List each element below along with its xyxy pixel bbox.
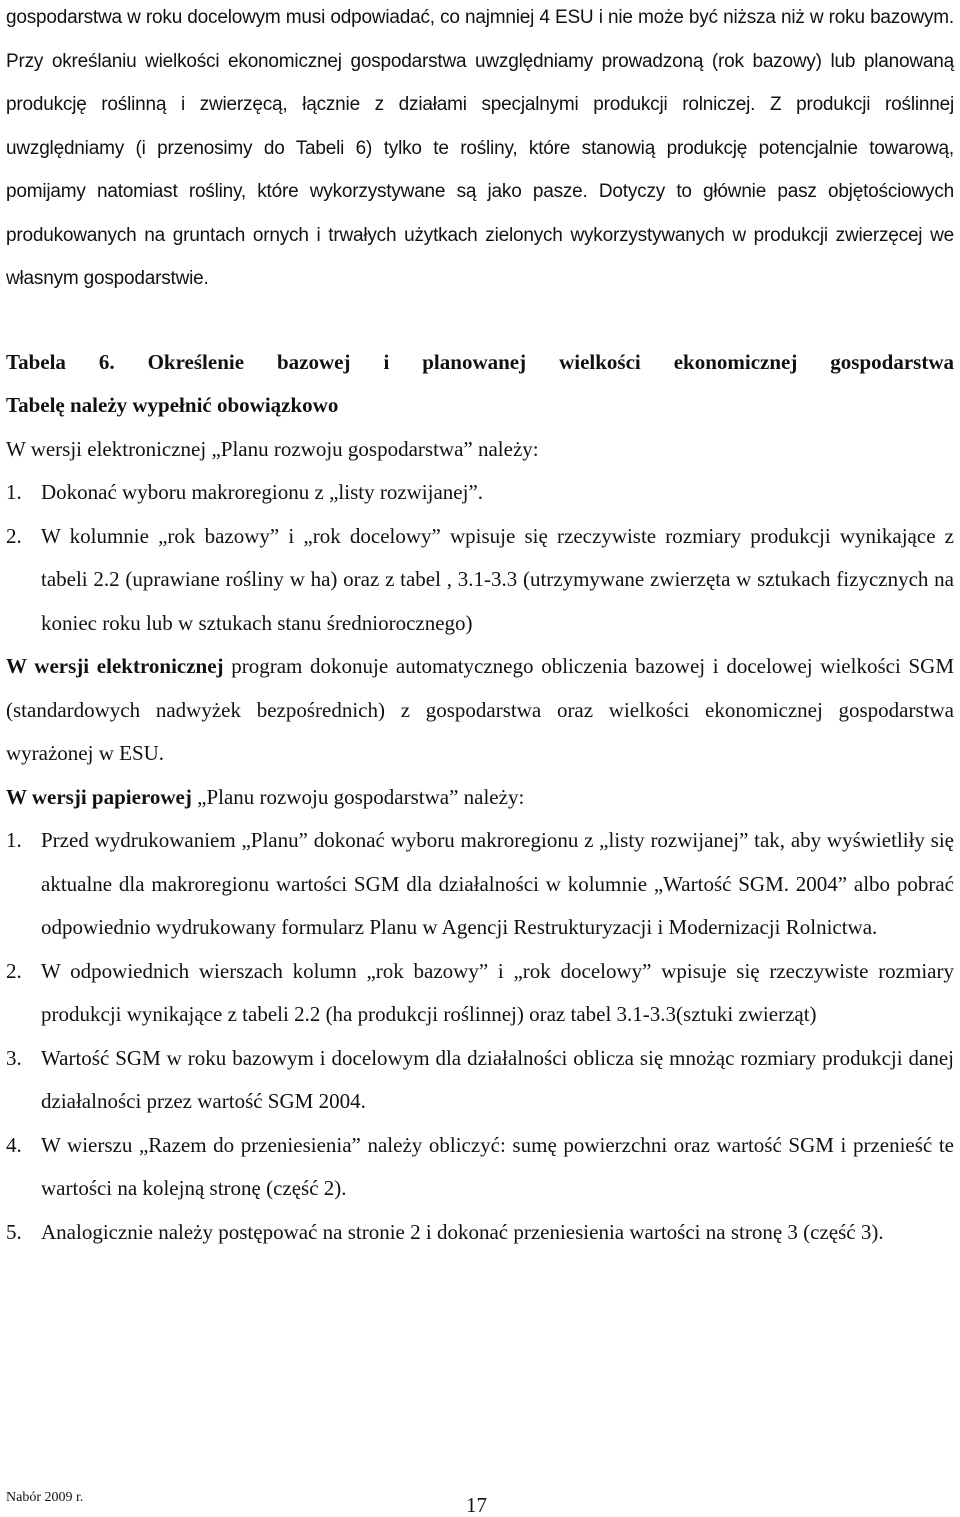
list-item-number: 4. bbox=[6, 1132, 22, 1157]
intro-paragraph bbox=[6, 0, 954, 301]
list-item-number: 2. bbox=[6, 523, 22, 548]
paper-version-intro bbox=[6, 776, 954, 820]
list-item-number: 2. bbox=[6, 958, 22, 983]
list-item-text: W kolumnie „rok bazowy” i „rok docelowy” wpisuje się rzeczywiste rozmiary produkcji wynikające z tabeli 2.2 (uprawiane rośliny w ha) oraz z tabel , 3.1-3.3 (utrzymywane zwierzęta w sztukach fizycznych na koniec roku lub w sztukach stanu średniorocznego) bbox=[41, 523, 954, 635]
table-heading: Tabela 6. Określenie bazowej i planowanej wielkości ekonomicznej gospodarstwa bbox=[6, 349, 954, 374]
list-item bbox=[6, 515, 954, 646]
list-item-number: 5. bbox=[6, 1219, 22, 1244]
list-item bbox=[6, 1211, 954, 1255]
footer-label: Nabór 2009 r. bbox=[6, 1490, 84, 1505]
electronic-version-text: program dokonuje automatycznego obliczenia bazowej i docelowej wielkości SGM (standardowych nadwyżek bezpośrednich) z gospodarstwa oraz wielkości ekonomicznej gospodarstwa wyrażonej w ESU. bbox=[6, 654, 954, 765]
list-item-number: 1. bbox=[6, 480, 22, 504]
electronic-version-paragraph bbox=[6, 645, 954, 776]
list-item-text: W wierszu „Razem do przeniesienia” należy obliczyć: sumę powierzchni oraz wartość SGM i przenieść te wartości na kolejną stronę (część 2). bbox=[41, 1132, 954, 1200]
intro-text-part-1: gospodarstwa w roku docelowym musi odpowiadać, co najmniej 4 ESU i nie może być niższa niż w roku bazowym. Przy określaniu wielkości ekonomicznej gospodarstwa uwzględniamy prowadzoną (rok bazowy) lub planowaną produkcję roślinną i zwierzęcą, łącznie z działami specjalnymi produkcji rolniczej. bbox=[6, 7, 954, 115]
paper-steps-list bbox=[6, 819, 954, 1254]
list-item-text: Dokonać wyboru makroregionu z „listy rozwijanej”. bbox=[41, 480, 484, 504]
list-item bbox=[6, 1124, 954, 1211]
list-item bbox=[6, 950, 954, 1037]
list-item bbox=[6, 1037, 954, 1124]
list-item-text: Przed wydrukowaniem „Planu” dokonać wyboru makroregionu z „listy rozwijanej” tak, aby wyświetliły się aktualne dla makroregionu wartości SGM dla działalności w kolumnie „Wartość SGM. 2004” albo pobrać odpowiednio wydrukowany formularz Planu w Agencji Restrukturyzacji i Modernizacji Rolnictwa. bbox=[41, 828, 954, 939]
document-page bbox=[6, 0, 954, 1254]
list-item-number: 1. bbox=[6, 828, 22, 852]
list-item-text: Wartość SGM w roku bazowym i docelowym dla działalności oblicza się mnożąc rozmiary produkcji danej działalności przez wartość SGM 2004. bbox=[41, 1045, 954, 1113]
page-number: 17 bbox=[466, 1493, 487, 1517]
electronic-version-label: W wersji elektronicznej bbox=[6, 654, 224, 678]
intro-text-part-2: Z produkcji roślinnej uwzględniamy (i przenosimy do Tabeli 6) tylko te rośliny, które stanowią produkcję potencjalnie towarową, pomijamy natomiast rośliny, które wykorzystywane są jako pasze. Dotyczy to głównie pasz objętościowych produkowanych na gruntach ornych i trwałych użytkach zielonych wykorzystywanych w produkcji zwierzęcej we własnym gospodarstwie. bbox=[6, 94, 954, 289]
table-subheading: Tabelę należy wypełnić obowiązkowo bbox=[6, 393, 339, 417]
electronic-intro: W wersji elektronicznej „Planu rozwoju gospodarstwa” należy: bbox=[6, 436, 539, 461]
list-item bbox=[6, 819, 954, 950]
list-item-text: W odpowiednich wierszach kolumn „rok bazowy” i „rok docelowy” wpisuje się rzeczywiste rozmiary produkcji wynikające z tabeli 2.2 (ha produkcji roślinnej) oraz tabel 3.1-3.3(sztuki zwierząt) bbox=[41, 958, 954, 1026]
list-item-text: Analogicznie należy postępować na stronie 2 i dokonać przeniesienia wartości na stronę 3 (część 3). bbox=[41, 1219, 884, 1244]
paper-version-label: W wersji papierowej bbox=[6, 784, 192, 809]
electronic-steps-list bbox=[6, 471, 954, 645]
section-spacer bbox=[6, 301, 954, 341]
paper-version-text: „Planu rozwoju gospodarstwa” należy: bbox=[191, 784, 525, 809]
list-item bbox=[6, 471, 954, 515]
list-item-number: 3. bbox=[6, 1045, 22, 1070]
